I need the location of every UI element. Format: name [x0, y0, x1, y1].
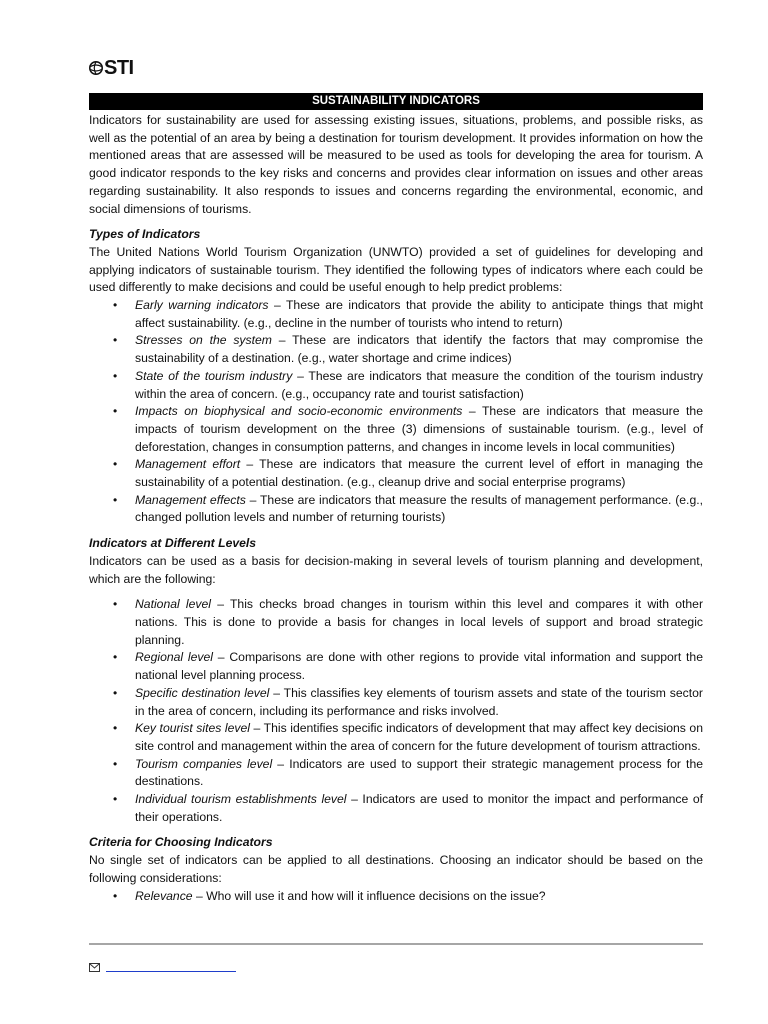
list-item: • Management effects – These are indicators that measure the results of management performance. (e.g., changed pollution levels and number of returning tourists) [113, 492, 703, 525]
envelope-icon [89, 963, 100, 972]
list-item: • Regional level – Comparisons are done with other regions to provide vital information and support the national level planning process. [113, 650, 703, 683]
list-item: • Relevance – Who will use it and how will it influence decisions on the issue? [113, 888, 546, 903]
document-body [89, 93, 703, 905]
globe-icon [89, 60, 103, 76]
logo-text: STI [104, 56, 134, 79]
list-item: • Stresses on the system – These are indicators that identify the factors that may compromise the sustainability of a destination. (e.g., water shortage and crime indices) [113, 333, 703, 366]
list-item: • Specific destination level – This classifies key elements of tourism assets and state of the tourism sector in the area of concern, including its performance and risks involved. [113, 685, 703, 718]
types-paragraph: The United Nations World Tourism Organization (UNWTO) provided a set of guidelines for developing and applying indicators of sustainable tourism. They identified the following types of indicators where each could be used differently to make decisions and could be useful enough to help predict problems: [89, 244, 703, 295]
list-item: • Early warning indicators – These are indicators that provide the ability to anticipate things that might affect sustainability. (e.g., decline in the number of tourists who intend to return) [113, 298, 703, 330]
levels-heading: Indicators at Different Levels [89, 536, 257, 551]
list-item: • National level – This checks broad changes in tourism within this level and compares it with other nations. This is done to provide a basis for changes in local levels of support and broad strategic planning. [113, 597, 703, 647]
footer-divider [89, 943, 703, 945]
criteria-heading: Criteria for Choosing Indicators [89, 835, 273, 850]
sti-logo [89, 57, 134, 79]
types-heading: Types of Indicators [89, 227, 201, 242]
levels-list [89, 596, 703, 826]
list-item: • Management effort – These are indicators that measure the current level of effort in managing the sustainability of a potential destination. (e.g., cleanup drive and social enterprise programs) [113, 457, 704, 490]
email-link[interactable] [106, 971, 236, 972]
page-title: SUSTAINABILITY INDICATORS [89, 93, 703, 110]
list-item: • State of the tourism industry – These are indicators that measure the condition of the tourism industry within the area of concern. (e.g., occupancy rate and tourist satisfaction) [113, 368, 703, 401]
list-item: • Tourism companies level – Indicators are used to support their strategic management process for the destinations. [113, 756, 703, 789]
criteria-paragraph: No single set of indicators can be applied to all destinations. Choosing an indicator should be based on the following considerations: [89, 853, 703, 885]
intro-paragraph: Indicators for sustainability are used for assessing existing issues, situations, problems, and possible risks, as well as the potential of an area by being a destination for tourism development. It provides information on how the mentioned areas that are assessed will be measured to be used as tools for developing the area for tourism. A good indicator responds to the key risks and concerns and provides clear information on issues and other areas regarding sustainability. It also responds to issues and concerns regarding the environmental, economic, and social dimensions of tourisms. [89, 113, 703, 216]
levels-paragraph: Indicators can be used as a basis for decision-making in several levels of tourism planning and development, which are the following: [89, 553, 703, 586]
list-item: • Individual tourism establishments level – Indicators are used to monitor the impact and performance of their operations. [113, 792, 703, 824]
types-list [89, 297, 703, 527]
list-item: • Key tourist sites level – This identifies specific indicators of development that may affect key decisions on site control and management within the area of concern for the future development of tourism attractions. [113, 721, 703, 753]
footer [89, 963, 236, 972]
criteria-list [89, 888, 703, 906]
list-item: • Impacts on biophysical and socio-economic environments – These are indicators that measure the impacts of tourism development on the three (3) dimensions of sustainable tourism. (e.g., level of deforestation, changes in consumption patterns, and changes in income levels in local communities) [113, 404, 703, 454]
